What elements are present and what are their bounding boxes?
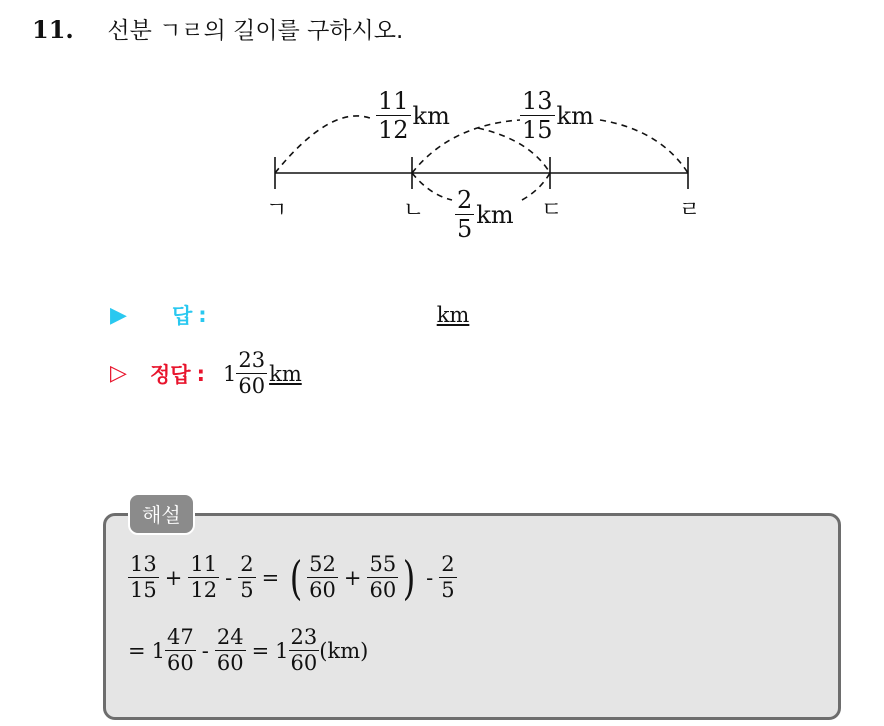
unit: (km) [319,638,369,663]
frac-den: 60 [216,651,244,675]
operator: - [201,638,209,663]
correct-colon: : [196,361,205,386]
frac-den: 60 [369,578,397,602]
question-text: 선분 ㄱㄹ의 길이를 구하시오. [107,18,404,44]
frac-den: 60 [290,651,318,675]
operator: = [251,638,270,663]
correct-value [223,350,302,397]
frac-den: 5 [441,578,455,602]
unit: km [412,101,450,130]
operator: + [164,565,183,590]
point-a-label: ㄱ [266,198,288,223]
arc-right-2 [600,120,688,173]
unit: km [476,200,514,229]
frac-den: 60 [309,578,336,602]
frac-num: 24 [216,625,244,649]
arc-label-right [520,89,594,142]
answer-colon: : [198,303,207,327]
point-b-label: ㄴ [403,198,425,223]
frac-num: 23 [290,625,318,649]
frac-den: 15 [522,116,553,144]
operator: = [128,638,146,663]
frac-den: 12 [190,578,218,602]
answer-unit: km [436,303,470,327]
correct-label: 정답 [150,362,191,387]
frac-num: 11 [378,87,409,115]
solution-box [103,513,841,720]
solution-line-2 [128,627,368,674]
operator: - [225,565,233,590]
frac-den: 15 [130,578,157,602]
frac-den: 5 [457,215,473,243]
operator: + [343,565,362,590]
operator: = [261,565,280,590]
correct-answer-row [110,350,302,397]
arc-label-left [376,89,450,142]
answer-row [110,300,469,330]
frac-num: 13 [522,87,553,115]
whole: 1 [222,361,237,386]
frac-num: 2 [441,552,455,576]
right-paren: ) [402,550,416,605]
frac-den: 5 [240,578,254,602]
left-paren: ( [289,550,303,605]
solution-line-1 [128,550,457,605]
frac-den: 60 [238,374,266,398]
point-c-label: ㄷ [541,198,563,223]
frac-num: 23 [238,348,266,372]
whole: 1 [275,638,289,663]
frac-num: 13 [130,552,157,576]
frac-num: 55 [369,552,397,576]
play-outline-icon: ▷ [110,361,127,386]
point-d-label: ㄹ [679,198,701,223]
frac-num: 2 [457,186,473,214]
frac-den: 60 [166,651,194,675]
unit: km [556,101,594,130]
frac-num: 52 [309,552,336,576]
correct-unit: km [269,361,302,386]
arc-label-bottom [455,188,514,241]
frac-num: 47 [166,625,194,649]
solution-tag: 해설 [128,493,195,535]
frac-den: 12 [378,116,409,144]
frac-num: 11 [190,552,218,576]
arc-left [275,116,370,173]
answer-label: 답 [172,304,193,328]
play-icon: ▶ [110,302,127,328]
operator: - [426,565,434,590]
frac-num: 2 [240,552,254,576]
whole: 1 [151,638,165,663]
question-number: 11. [32,15,74,44]
